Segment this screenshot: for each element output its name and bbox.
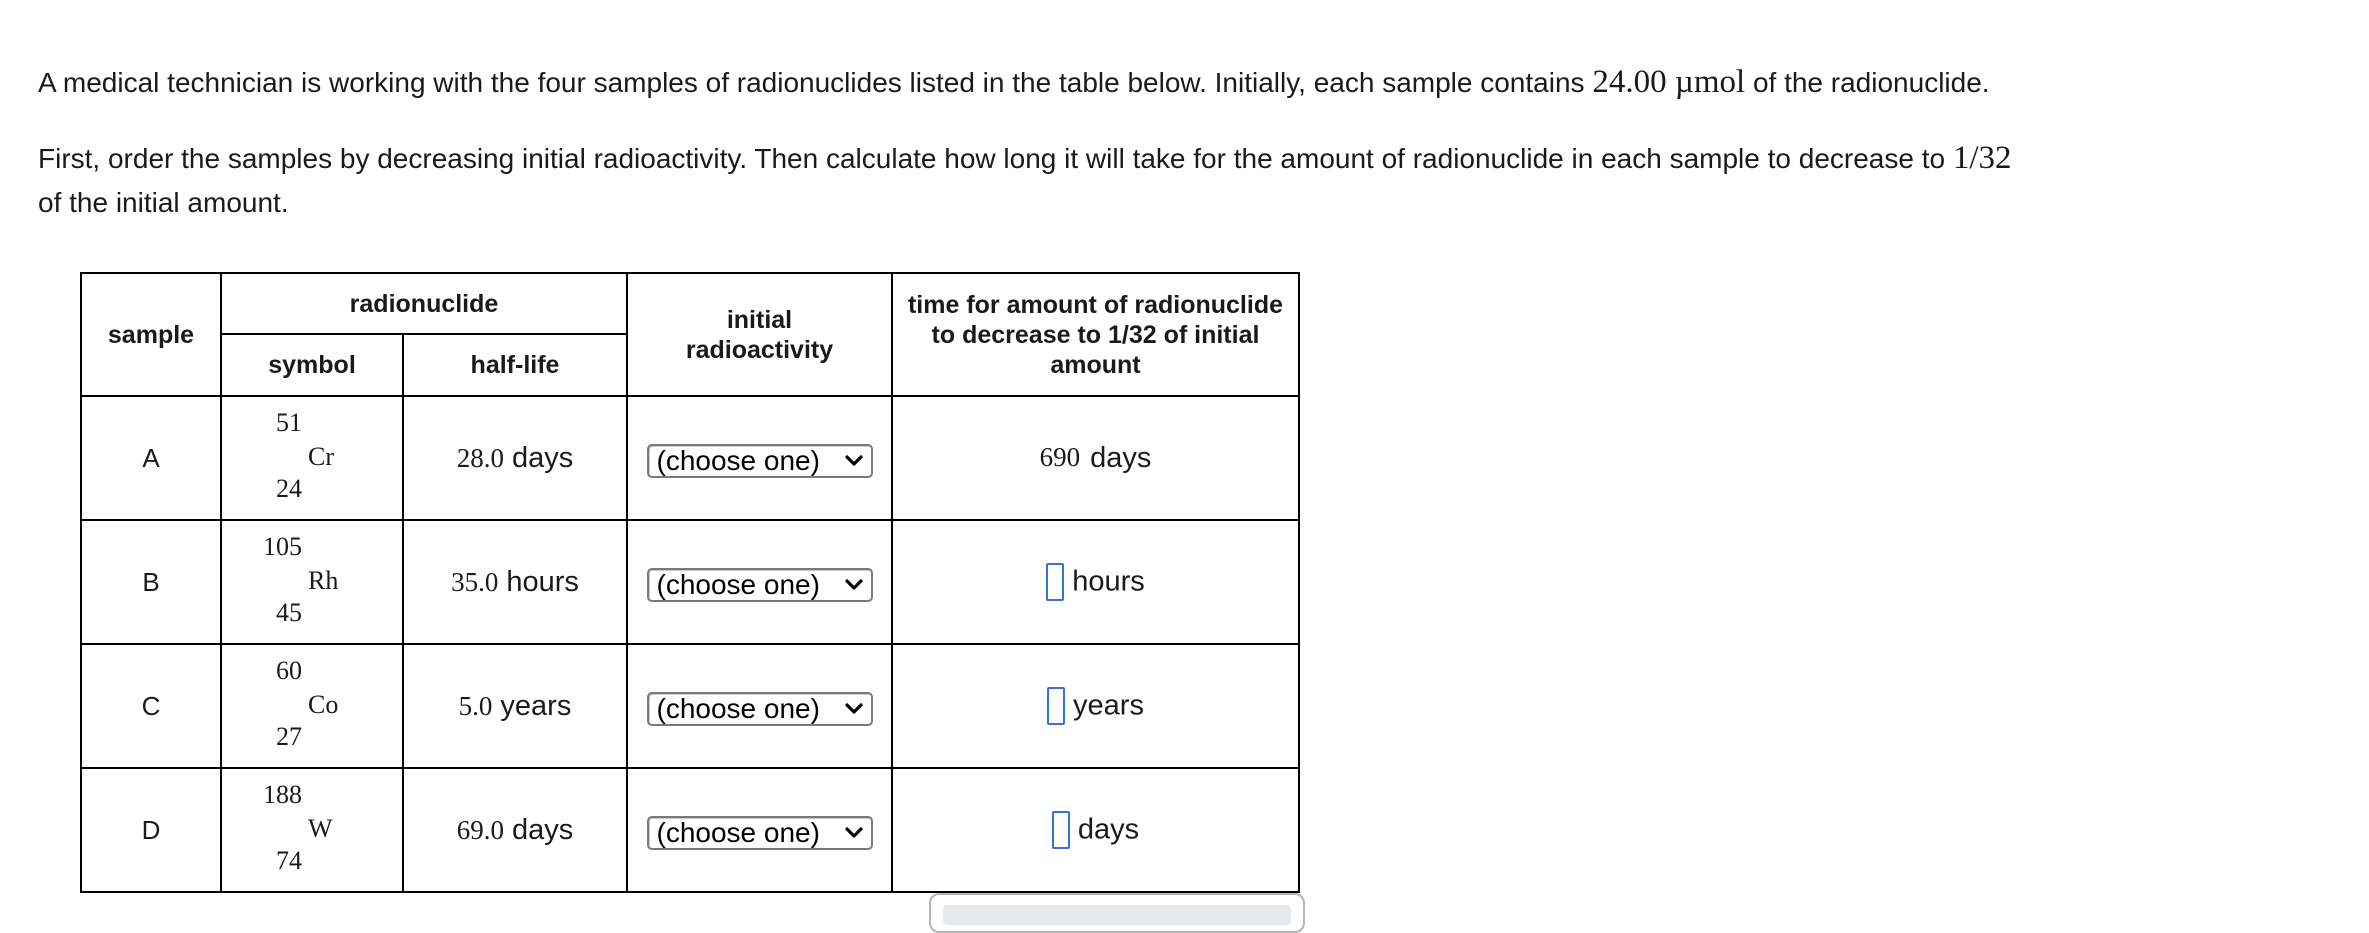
nuclide-symbol xyxy=(221,396,403,520)
time-value: 690 xyxy=(1039,442,1081,473)
select-value: (choose one) xyxy=(656,817,820,848)
half-life-unit: days xyxy=(511,441,574,474)
table-row xyxy=(81,644,1299,768)
table-row xyxy=(81,768,1299,892)
half-life-unit: hours xyxy=(506,565,579,598)
time-cell xyxy=(892,644,1299,768)
initial-radioactivity-select[interactable] xyxy=(647,692,873,726)
time-unit: days xyxy=(1077,813,1140,846)
time-answer-input[interactable] xyxy=(1052,811,1070,849)
mass-number: 188 xyxy=(263,779,302,809)
half-life-unit: days xyxy=(511,813,574,846)
header-initial-radioactivity-label: initial radioactivity xyxy=(685,305,834,364)
sample-label: A xyxy=(81,396,221,520)
question-text: of the initial amount. xyxy=(38,187,289,218)
header-time xyxy=(892,273,1299,396)
chevron-down-icon xyxy=(843,574,865,596)
time-unit: hours xyxy=(1072,565,1145,598)
header-half-life: half-life xyxy=(403,334,627,396)
mass-number: 105 xyxy=(263,531,302,561)
header-sample: sample xyxy=(81,273,221,396)
half-life xyxy=(403,644,627,768)
fraction: 1/32 xyxy=(1952,140,2012,176)
half-life xyxy=(403,768,627,892)
time-cell xyxy=(892,768,1299,892)
half-life-unit: years xyxy=(500,689,572,722)
question-text: First, order the samples by decreasing initial radioactivity. Then calculate how long it will take for the amount of radionuclide in each sample to decrease to xyxy=(38,143,1953,174)
select-value: (choose one) xyxy=(656,445,820,476)
question-paragraph-2 xyxy=(38,136,2338,225)
atomic-number: 45 xyxy=(276,597,302,627)
initial-radioactivity-select[interactable] xyxy=(647,816,873,850)
chevron-down-icon xyxy=(843,698,865,720)
select-value: (choose one) xyxy=(656,569,820,600)
table-row xyxy=(81,396,1299,520)
sample-label: D xyxy=(81,768,221,892)
half-life-value: 5.0 xyxy=(458,690,493,721)
initial-radioactivity-select[interactable] xyxy=(647,444,873,478)
element-symbol: Co xyxy=(308,689,339,719)
answer-toolbar[interactable] xyxy=(929,893,1305,933)
chevron-down-icon xyxy=(843,450,865,472)
element-symbol: W xyxy=(308,813,333,843)
answer-toolbar-inner xyxy=(943,905,1291,925)
nuclide-symbol xyxy=(221,768,403,892)
time-unit: days xyxy=(1090,441,1152,474)
initial-radioactivity-cell xyxy=(627,396,892,520)
question-text: of the radionuclide. xyxy=(1745,67,1990,98)
header-time-label: time for amount of radionuclide to decrease to 1/32 of initial amount xyxy=(907,290,1283,379)
half-life-value: 69.0 xyxy=(456,814,504,845)
question-content xyxy=(38,60,2338,225)
initial-radioactivity-select[interactable] xyxy=(647,568,873,602)
half-life xyxy=(403,520,627,644)
half-life-value: 28.0 xyxy=(456,442,504,473)
atomic-number: 24 xyxy=(276,473,302,503)
question-text: A medical technician is working with the four samples of radionuclides listed in the table below. Initially, each sample contains xyxy=(38,67,1593,98)
element-symbol: Cr xyxy=(308,441,334,471)
sample-label: B xyxy=(81,520,221,644)
nuclide-symbol xyxy=(221,520,403,644)
half-life xyxy=(403,396,627,520)
time-unit: years xyxy=(1073,689,1144,722)
header-radionuclide: radionuclide xyxy=(221,273,627,334)
radionuclide-table xyxy=(80,272,1300,893)
atomic-number: 74 xyxy=(276,845,302,875)
initial-radioactivity-cell xyxy=(627,520,892,644)
half-life-value: 35.0 xyxy=(451,566,499,597)
header-initial-radioactivity xyxy=(627,273,892,396)
select-value: (choose one) xyxy=(656,693,820,724)
nuclide-symbol xyxy=(221,644,403,768)
table-row xyxy=(81,520,1299,644)
header-symbol: symbol xyxy=(221,334,403,396)
initial-amount: 24.00 µmol xyxy=(1592,64,1746,100)
mass-number: 60 xyxy=(276,655,302,685)
chevron-down-icon xyxy=(843,822,865,844)
initial-radioactivity-cell xyxy=(627,768,892,892)
mass-number: 51 xyxy=(276,407,302,437)
time-answer-input[interactable] xyxy=(1047,687,1065,725)
sample-label: C xyxy=(81,644,221,768)
time-cell xyxy=(892,396,1299,520)
time-answer-input[interactable] xyxy=(1046,563,1064,601)
time-cell xyxy=(892,520,1299,644)
initial-radioactivity-cell xyxy=(627,644,892,768)
element-symbol: Rh xyxy=(308,565,339,595)
atomic-number: 27 xyxy=(276,721,302,751)
question-paragraph-1 xyxy=(38,60,2338,105)
